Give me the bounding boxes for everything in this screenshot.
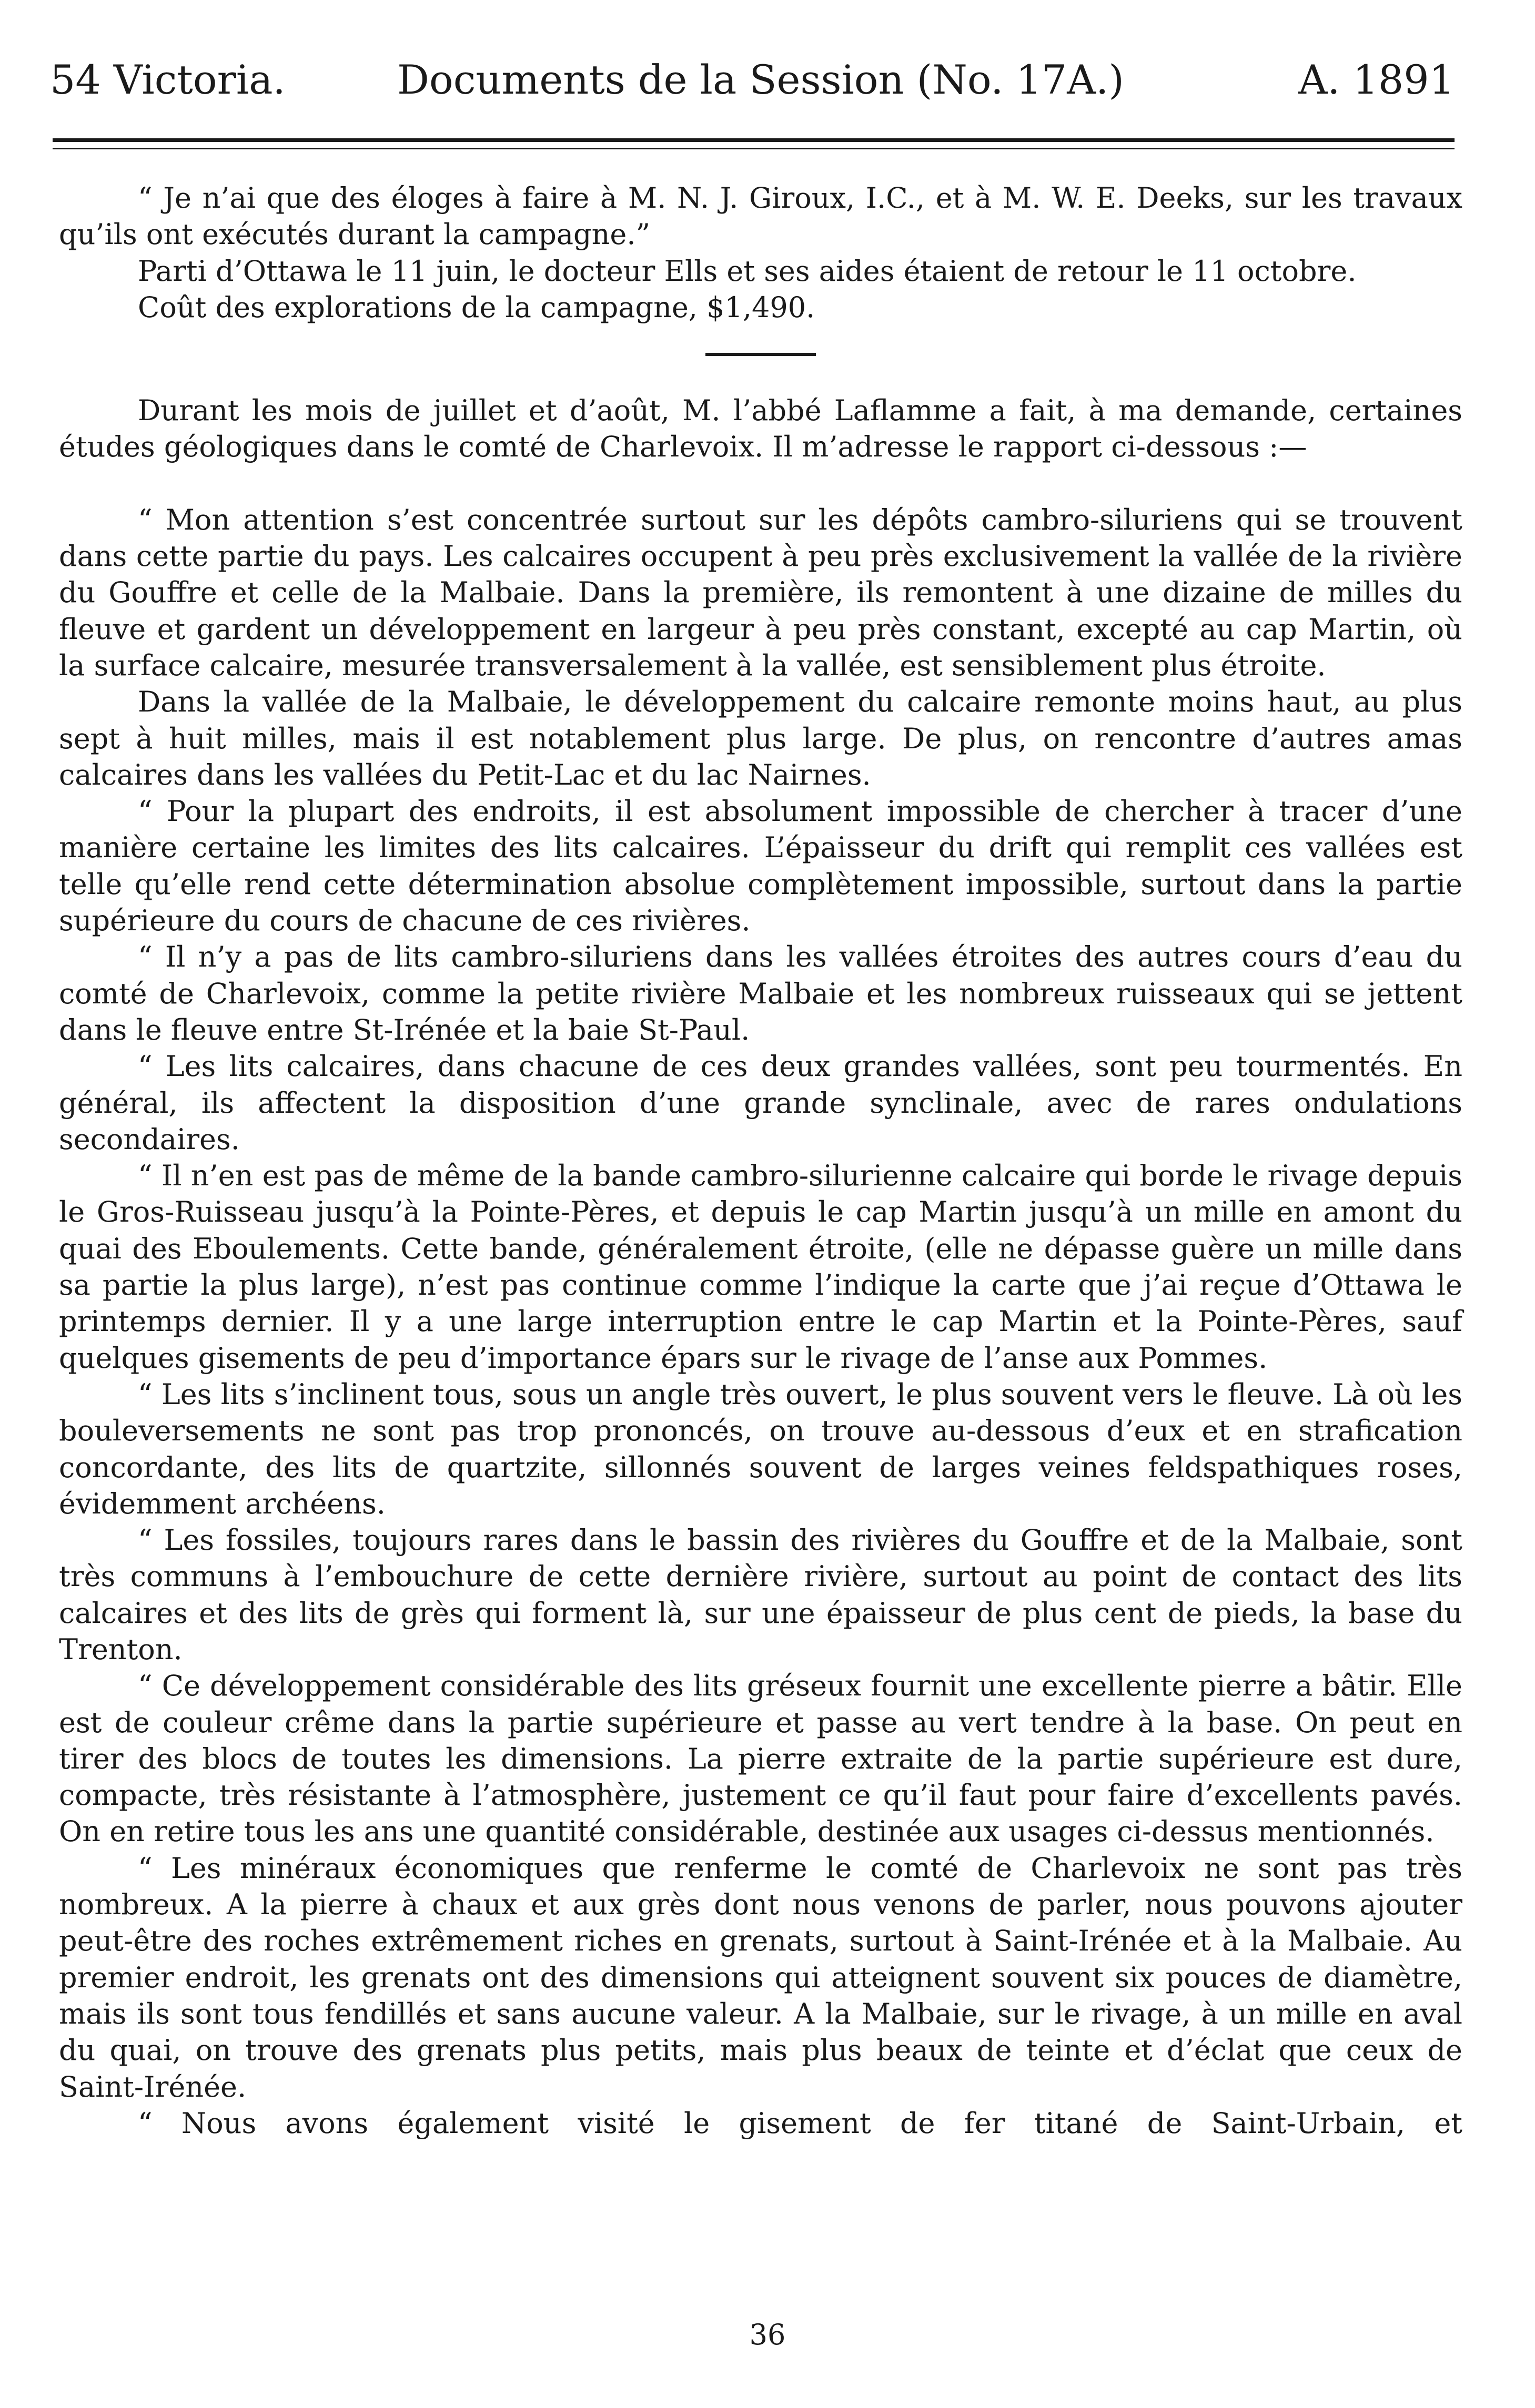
paragraph: Dans la vallée de la Malbaie, le développement du calcaire remonte moins haut, au plus sept à huit milles, mais il est notablement plus large. De plus, on rencontre d’autres amas calcaires dans les vallées du Petit-Lac et du lac Nairnes. [59,685,1462,791]
paragraph: “ Pour la plupart des endroits, il est absolument impossible de chercher à tracer d’une manière certaine les limites des lits calcaires. L’épaisseur du drift qui remplit ces vallées est telle qu’elle rend cette détermination absolue complètement impossible, surtout dans la partie supérieure du cours de chacune de ces rivières. [59,795,1462,938]
page-number: 36 [749,2318,786,2351]
section-separator [705,353,816,356]
paragraph: “ Les lits calcaires, dans chacune de ces deux grandes vallées, sont peu tourmentés. En général, ils affectent la disposition d’une grande synclinale, avec de rares ondulations secondaires. [59,1050,1462,1156]
paragraph: “ Il n’en est pas de même de la bande cambro-silurienne calcaire qui borde le rivage depuis le Gros-Ruisseau jusqu’à la Pointe-Pères, et depuis le cap Martin jusqu’à un mille en amont du quai des Eboulements. Cette bande, généralement étroite, (elle ne dépasse guère un mille dans sa partie la plus large), n’est pas continue comme l’indique la carte que j’ai reçue d’Ottawa le printemps dernier. Il y a une large interruption entre le cap Martin et la Pointe-Pères, sauf quelques gisements de peu d’importance épars sur le rivage de l’anse aux Pommes. [59,1159,1462,1375]
paragraph: “ Les lits s’inclinent tous, sous un angle très ouvert, le plus souvent vers le fleuve. Là où les bouleversements ne sont pas trop prononcés, on trouve au-dessous d’eux et en strafication concordante, des lits de quartzite, sillonnés souvent de larges veines feldspathiques roses, évidemment archéens. [59,1377,1462,1520]
paragraph: “ Nous avons également visité le gisement de fer titané de Saint-Urbain, et [138,2106,1462,2140]
header-rule-thin [53,148,1455,149]
header-title: Documents de la Session (No. 17A.) [397,56,1124,103]
paragraph: “ Mon attention s’est concentrée surtout sur les dépôts cambro-siluriens qui se trouvent dans cette partie du pays. Les calcaires occupent à peu près exclusivement la vallée de la rivière du Gouffre et celle de la Malbaie. Dans la première, ils remontent à une dizaine de milles du fleuve et gardent un développement en largeur à peu près constant, excepté au cap Martin, où la surface calcaire, mesurée transversalement à la vallée, est sensiblement plus étroite. [59,503,1462,682]
paragraph: “ Je n’ai que des éloges à faire à M. N. J. Giroux, I.C., et à M. W. E. Deeks, sur les travaux qu’ils ont exécutés durant la campagne.” [59,181,1462,251]
header-year: A. 1891 [1298,56,1455,103]
paragraph: “ Il n’y a pas de lits cambro-siluriens dans les vallées étroites des autres cours d’eau du comté de Charlevoix, comme la petite rivière Malbaie et les nombreux ruisseaux qui se jettent dans le fleuve entre St-Irénée et la baie St-Paul. [59,940,1462,1046]
paragraph: Coût des explorations de la campagne, $1,490. [138,290,815,324]
paragraph: Durant les mois de juillet et d’août, M. l’abbé Laflamme a fait, à ma demande, certaines études géologiques dans le comté de Charlevoix. Il m’adresse le rapport ci-dessous :— [59,394,1462,464]
paragraph: “ Ce développement considérable des lits gréseux fournit une excellente pierre a bâtir. Elle est de couleur crême dans la partie supérieure et passe au vert tendre à la base. On peut en tirer des blocs de toutes les dimensions. La pierre extraite de la partie supérieure est dure, compacte, très résistante à l’atmosphère, justement ce qu’il faut pour faire d’excellents pavés. On en retire tous les ans une quantité considérable, destinée aux usages ci-dessus mentionnés. [59,1669,1462,1848]
header-rule-thick [53,138,1455,142]
header-volume: 54 Victoria. [50,56,286,103]
paragraph: “ Les fossiles, toujours rares dans le bassin des rivières du Gouffre et de la Malbaie, sont très communs à l’embouchure de cette dernière rivière, surtout au point de contact des lits calcaires et des lits de grès qui forment là, sur une épaisseur de plus cent de pieds, la base du Trenton. [59,1523,1462,1666]
body-text [59,180,1462,2141]
page-header [50,48,1455,111]
paragraph: “ Les minéraux économiques que renferme le comté de Charlevoix ne sont pas très nombreux. A la pierre à chaux et aux grès dont nous venons de parler, nous pouvons ajouter peut-être des roches extrêmement riches en grenats, surtout à Saint-Irénée et à la Malbaie. Au premier endroit, les grenats ont des dimensions qui atteignent souvent six pouces de diamètre, mais ils sont tous fendillés et sans aucune valeur. A la Malbaie, sur le rivage, à un mille en aval du quai, on trouve des grenats plus petits, mais plus beaux de teinte et d’éclat que ceux de Saint-Irénée. [59,1851,1462,2104]
paragraph: Parti d’Ottawa le 11 juin, le docteur Ells et ses aides étaient de retour le 11 octobre. [138,254,1357,288]
